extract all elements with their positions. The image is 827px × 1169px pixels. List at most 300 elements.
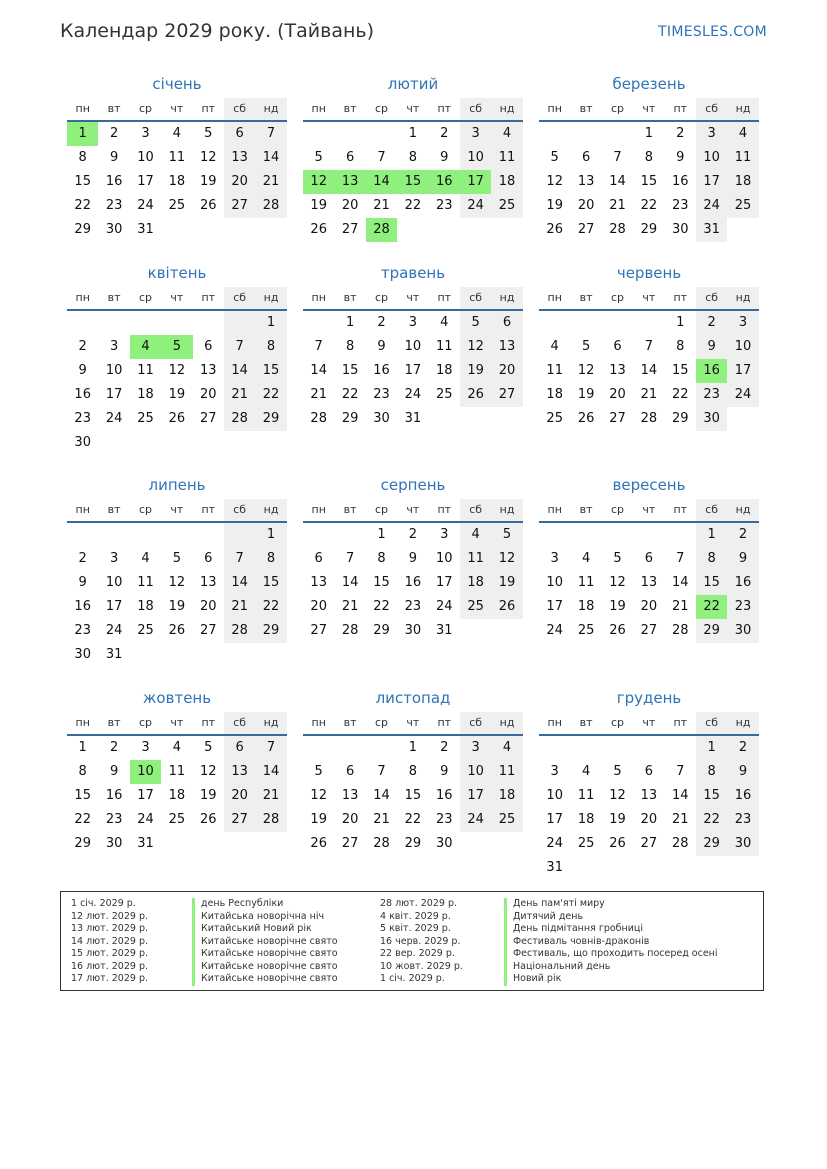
day-cell: 21 — [640, 387, 658, 402]
day-cell: 25 — [168, 812, 186, 827]
week-row — [67, 619, 287, 643]
day-cell: 26 — [199, 812, 217, 827]
holiday-day-cell: 22 — [696, 595, 727, 619]
day-cell: 5 — [314, 150, 323, 165]
month-block — [539, 471, 759, 643]
day-cell: 29 — [255, 619, 286, 643]
day-cell: 9 — [440, 764, 449, 779]
day-cell: 25 — [727, 194, 758, 218]
day-cell: 20 — [491, 359, 522, 383]
weekday-header — [539, 499, 759, 523]
month-name: березень — [612, 75, 686, 93]
day-cell: 4 — [550, 339, 559, 354]
day-cell: 29 — [341, 411, 359, 426]
weekday-header — [67, 712, 287, 736]
legend-holiday-name: Китайське новорічне свято — [192, 936, 338, 949]
empty-day-cell — [602, 311, 633, 335]
legend-holiday-name: Китайське новорічне свято — [192, 961, 338, 974]
day-cell: 25 — [546, 411, 563, 426]
week-row — [67, 431, 287, 455]
weekday-label: чт — [406, 503, 420, 516]
day-cell: 11 — [577, 788, 595, 803]
empty-day-cell — [570, 311, 601, 335]
weekday-label: пт — [201, 716, 216, 729]
day-cell: 21 — [255, 784, 286, 808]
weekday-label: пн — [547, 102, 562, 115]
day-cell: 12 — [609, 575, 626, 590]
weekday-label: сб — [224, 712, 255, 734]
weekday-label: вт — [107, 716, 121, 729]
day-cell: 17 — [546, 812, 563, 827]
day-cell: 27 — [491, 383, 522, 407]
day-cell: 16 — [404, 575, 422, 590]
legend-holiday-date: 13 лют. 2029 р. — [71, 923, 148, 934]
day-cell: 13 — [199, 363, 217, 378]
day-cell: 8 — [377, 551, 386, 566]
day-cell: 30 — [727, 832, 758, 856]
day-cell: 30 — [696, 407, 727, 431]
week-row — [539, 736, 759, 760]
day-cell: 10 — [435, 551, 453, 566]
weekday-label: ср — [374, 291, 388, 304]
weekday-header — [67, 287, 287, 311]
weekday-label: нд — [491, 712, 522, 734]
month-name: листопад — [375, 689, 451, 707]
brand-link[interactable]: TIMESLES.COM — [658, 24, 767, 40]
day-cell: 3 — [440, 527, 449, 542]
week-row — [67, 383, 287, 407]
day-cell: 19 — [168, 599, 186, 614]
empty-day-cell — [727, 856, 758, 880]
weekday-label: пн — [547, 716, 562, 729]
day-cell: 26 — [199, 198, 217, 213]
week-row — [303, 311, 523, 335]
legend-holiday-name: Китайське новорічне свято — [192, 973, 338, 986]
day-cell: 29 — [74, 222, 91, 237]
empty-day-cell — [193, 523, 224, 547]
day-cell: 13 — [640, 788, 658, 803]
day-cell: 28 — [224, 407, 255, 431]
day-cell: 18 — [727, 170, 758, 194]
legend-holiday-date: 5 квіт. 2029 р. — [380, 923, 451, 934]
weekday-label: пт — [673, 716, 688, 729]
day-cell: 12 — [199, 150, 217, 165]
day-cell: 15 — [255, 359, 286, 383]
empty-day-cell — [602, 523, 633, 547]
weekday-label: ср — [374, 716, 388, 729]
empty-day-cell — [161, 523, 192, 547]
day-cell: 17 — [727, 359, 758, 383]
day-cell: 4 — [581, 551, 591, 566]
legend-holiday-date: 4 квіт. 2029 р. — [380, 910, 451, 922]
day-cell: 4 — [141, 551, 150, 566]
day-cell: 7 — [377, 150, 386, 165]
day-cell: 21 — [310, 387, 327, 402]
weekday-label: пн — [75, 716, 90, 729]
day-cell: 31 — [137, 222, 154, 237]
day-cell: 18 — [168, 788, 186, 803]
legend-holiday-date: 17 лют. 2029 р. — [71, 973, 148, 984]
day-cell: 29 — [255, 407, 286, 431]
week-row — [303, 359, 523, 383]
day-cell: 3 — [141, 126, 150, 141]
day-cell: 20 — [224, 784, 255, 808]
day-cell: 31 — [404, 411, 422, 426]
day-cell: 2 — [109, 126, 119, 141]
weekday-label: нд — [727, 98, 758, 120]
legend-holiday-name: Китайська новорічна ніч — [192, 911, 338, 924]
week-row — [303, 122, 523, 146]
week-row — [539, 335, 759, 359]
empty-day-cell — [539, 736, 570, 760]
day-cell: 1 — [644, 126, 653, 141]
day-cell: 7 — [676, 551, 685, 566]
weekday-label: пт — [201, 102, 216, 115]
day-cell: 28 — [373, 836, 390, 851]
day-cell: 16 — [74, 387, 91, 402]
day-cell: 7 — [255, 122, 286, 146]
day-cell: 22 — [74, 812, 91, 827]
weekday-header — [303, 499, 523, 523]
day-cell: 12 — [168, 575, 186, 590]
day-cell: 7 — [377, 764, 386, 779]
day-cell: 14 — [341, 575, 359, 590]
day-cell: 2 — [78, 551, 87, 566]
empty-day-cell — [334, 736, 365, 760]
week-row — [303, 407, 523, 431]
weekday-label: сб — [460, 98, 491, 120]
day-cell: 27 — [310, 623, 327, 638]
week-row — [539, 523, 759, 547]
week-row — [67, 170, 287, 194]
day-cell: 21 — [224, 383, 255, 407]
weekday-label: вт — [107, 503, 121, 516]
month-block — [303, 684, 523, 856]
weekday-label: вт — [579, 102, 593, 115]
day-cell: 8 — [676, 339, 685, 354]
week-row — [539, 760, 759, 784]
holiday-day-cell: 13 — [334, 170, 365, 194]
day-cell: 6 — [345, 764, 355, 779]
day-cell: 25 — [137, 623, 154, 638]
legend-holiday-date: 22 вер. 2029 р. — [380, 948, 455, 959]
empty-day-cell — [366, 122, 397, 146]
empty-day-cell — [224, 218, 255, 242]
day-cell: 7 — [255, 736, 286, 760]
empty-day-cell — [460, 218, 491, 242]
page-title: Календар 2029 року. (Тайвань) — [60, 20, 375, 42]
day-cell: 1 — [377, 527, 386, 542]
day-cell: 17 — [404, 363, 422, 378]
empty-day-cell — [303, 523, 334, 547]
legend-holiday-date: 16 черв. 2029 р. — [380, 935, 461, 947]
day-cell: 11 — [727, 146, 758, 170]
legend-right-dates — [380, 898, 463, 986]
weekday-label: нд — [255, 712, 286, 734]
week-row — [303, 808, 523, 832]
day-cell: 16 — [435, 788, 453, 803]
day-cell: 24 — [460, 194, 491, 218]
empty-day-cell — [429, 218, 460, 242]
empty-day-cell — [161, 832, 192, 856]
day-cell: 9 — [727, 547, 758, 571]
day-cell: 5 — [550, 150, 559, 165]
weekday-header — [539, 287, 759, 311]
weekday-header — [303, 287, 523, 311]
holiday-day-cell: 17 — [460, 170, 491, 194]
weekday-label: чт — [642, 503, 656, 516]
day-cell: 28 — [609, 222, 626, 237]
weekday-label: пт — [201, 291, 216, 304]
day-cell: 29 — [373, 623, 390, 638]
empty-day-cell — [224, 643, 255, 667]
weekday-label: пт — [673, 503, 688, 516]
day-cell: 9 — [440, 150, 449, 165]
day-cell: 11 — [168, 150, 186, 165]
day-cell: 13 — [224, 146, 255, 170]
day-cell: 22 — [404, 198, 422, 213]
weekday-label: пн — [547, 291, 562, 304]
week-row — [539, 832, 759, 856]
empty-day-cell — [460, 407, 491, 431]
week-row — [539, 595, 759, 619]
day-cell: 22 — [255, 383, 286, 407]
day-cell: 3 — [408, 315, 417, 330]
day-cell: 22 — [640, 198, 658, 213]
day-cell: 29 — [671, 411, 689, 426]
empty-day-cell — [570, 736, 601, 760]
day-cell: 6 — [644, 551, 653, 566]
day-cell: 8 — [696, 547, 727, 571]
day-cell: 13 — [341, 788, 359, 803]
day-cell: 1 — [676, 315, 685, 330]
day-cell: 23 — [671, 198, 689, 213]
week-row — [539, 383, 759, 407]
day-cell: 31 — [105, 647, 123, 662]
day-cell: 24 — [105, 623, 123, 638]
day-cell: 18 — [435, 363, 453, 378]
month-name: травень — [380, 264, 446, 282]
weekday-label: пт — [437, 716, 452, 729]
day-cell: 3 — [550, 551, 559, 566]
empty-day-cell — [665, 523, 696, 547]
empty-day-cell — [633, 856, 664, 880]
holiday-day-cell: 16 — [429, 170, 460, 194]
legend-holiday-name: Китайський Новий рік — [192, 923, 338, 936]
empty-day-cell — [255, 832, 286, 856]
day-cell: 18 — [168, 174, 186, 189]
empty-day-cell — [130, 523, 161, 547]
day-cell: 10 — [727, 335, 758, 359]
weekday-label: нд — [491, 499, 522, 521]
day-cell: 17 — [105, 387, 123, 402]
empty-day-cell — [67, 523, 98, 547]
day-cell: 10 — [696, 146, 727, 170]
empty-day-cell — [255, 218, 286, 242]
day-cell: 21 — [341, 599, 359, 614]
empty-day-cell — [397, 218, 428, 242]
day-cell: 23 — [105, 198, 123, 213]
empty-day-cell — [224, 523, 255, 547]
day-cell: 2 — [727, 523, 758, 547]
day-cell: 16 — [727, 571, 758, 595]
day-cell: 19 — [609, 599, 626, 614]
empty-day-cell — [161, 431, 192, 455]
weekday-label: пт — [673, 291, 688, 304]
day-cell: 28 — [671, 836, 689, 851]
day-cell: 28 — [255, 194, 286, 218]
day-cell: 11 — [435, 339, 453, 354]
day-cell: 25 — [491, 194, 522, 218]
day-cell: 25 — [577, 836, 595, 851]
empty-day-cell — [491, 218, 522, 242]
empty-day-cell — [602, 856, 633, 880]
weekday-label: пн — [75, 102, 90, 115]
day-cell: 4 — [440, 315, 449, 330]
day-cell: 18 — [137, 387, 154, 402]
day-cell: 14 — [255, 760, 286, 784]
day-cell: 30 — [105, 222, 123, 237]
week-row — [539, 170, 759, 194]
day-cell: 5 — [613, 551, 622, 566]
day-cell: 2 — [440, 740, 449, 755]
day-cell: 31 — [435, 623, 453, 638]
empty-day-cell — [727, 407, 758, 431]
day-cell: 24 — [105, 411, 123, 426]
week-row — [303, 619, 523, 643]
empty-day-cell — [570, 122, 601, 146]
day-cell: 8 — [78, 150, 87, 165]
legend-holiday-name: день Республіки — [192, 898, 338, 911]
day-cell: 17 — [546, 599, 563, 614]
day-cell: 8 — [408, 150, 417, 165]
day-cell: 24 — [137, 198, 154, 213]
weekday-header — [67, 499, 287, 523]
holiday-day-cell: 15 — [397, 170, 428, 194]
empty-day-cell — [539, 122, 570, 146]
week-row — [539, 856, 759, 880]
empty-day-cell — [161, 218, 192, 242]
empty-day-cell — [539, 523, 570, 547]
day-cell: 21 — [373, 198, 390, 213]
weekday-label: вт — [579, 291, 593, 304]
week-row — [303, 170, 523, 194]
day-cell: 27 — [609, 411, 626, 426]
day-cell: 15 — [696, 571, 727, 595]
day-cell: 3 — [109, 551, 119, 566]
day-cell: 11 — [137, 575, 154, 590]
day-cell: 19 — [491, 571, 522, 595]
day-cell: 2 — [408, 527, 417, 542]
weekday-header — [539, 98, 759, 122]
weekday-label: вт — [343, 291, 357, 304]
week-row — [303, 547, 523, 571]
day-cell: 23 — [74, 623, 91, 638]
weekday-label: нд — [727, 712, 758, 734]
week-row — [303, 784, 523, 808]
week-row — [303, 146, 523, 170]
legend-holiday-name: Фестиваль, що проходить посеред осені — [504, 948, 718, 961]
day-cell: 3 — [727, 311, 758, 335]
day-cell: 18 — [491, 784, 522, 808]
empty-day-cell — [429, 407, 460, 431]
day-cell: 27 — [199, 623, 217, 638]
week-row — [67, 218, 287, 242]
day-cell: 14 — [224, 359, 255, 383]
day-cell: 5 — [581, 339, 591, 354]
day-cell: 25 — [460, 595, 491, 619]
weekday-label: пн — [311, 291, 326, 304]
legend-holiday-date: 12 лют. 2029 р. — [71, 910, 148, 922]
day-cell: 14 — [671, 788, 689, 803]
week-row — [67, 335, 287, 359]
day-cell: 3 — [141, 740, 150, 755]
empty-day-cell — [602, 736, 633, 760]
weekday-label: ср — [138, 503, 152, 516]
day-cell: 2 — [440, 126, 449, 141]
day-cell: 2 — [109, 740, 119, 755]
day-cell: 17 — [435, 575, 453, 590]
day-cell: 2 — [696, 311, 727, 335]
day-cell: 31 — [696, 218, 727, 242]
empty-day-cell — [633, 311, 664, 335]
day-cell: 23 — [727, 595, 758, 619]
day-cell: 28 — [310, 411, 327, 426]
day-cell: 25 — [435, 387, 453, 402]
day-cell: 10 — [546, 575, 563, 590]
empty-day-cell — [570, 856, 601, 880]
week-row — [67, 832, 287, 856]
weekday-label: нд — [255, 499, 286, 521]
weekday-label: сб — [696, 499, 727, 521]
day-cell: 10 — [460, 146, 491, 170]
day-cell: 3 — [460, 736, 491, 760]
weekday-label: чт — [406, 102, 420, 115]
day-cell: 2 — [78, 339, 87, 354]
day-cell: 5 — [460, 311, 491, 335]
day-cell: 7 — [224, 547, 255, 571]
day-cell: 20 — [640, 599, 658, 614]
day-cell: 1 — [408, 126, 417, 141]
day-cell: 8 — [345, 339, 355, 354]
day-cell: 27 — [224, 808, 255, 832]
day-cell: 15 — [696, 784, 727, 808]
legend-holiday-date: 10 жовт. 2029 р. — [380, 960, 463, 972]
day-cell: 10 — [105, 575, 123, 590]
week-row — [67, 760, 287, 784]
day-cell: 2 — [727, 736, 758, 760]
week-row — [539, 619, 759, 643]
week-row — [67, 146, 287, 170]
weekday-label: нд — [255, 98, 286, 120]
day-cell: 16 — [105, 174, 123, 189]
day-cell: 14 — [671, 575, 689, 590]
weekday-label: чт — [642, 716, 656, 729]
holiday-day-cell: 1 — [67, 122, 98, 146]
week-row — [303, 194, 523, 218]
empty-day-cell — [130, 431, 161, 455]
empty-day-cell — [633, 736, 664, 760]
day-cell: 8 — [644, 150, 653, 165]
day-cell: 26 — [310, 836, 327, 851]
day-cell: 9 — [109, 764, 119, 779]
day-cell: 7 — [644, 339, 653, 354]
day-cell: 16 — [373, 363, 390, 378]
week-row — [303, 760, 523, 784]
weekday-label: пн — [311, 102, 326, 115]
day-cell: 15 — [671, 363, 689, 378]
day-cell: 7 — [613, 150, 622, 165]
